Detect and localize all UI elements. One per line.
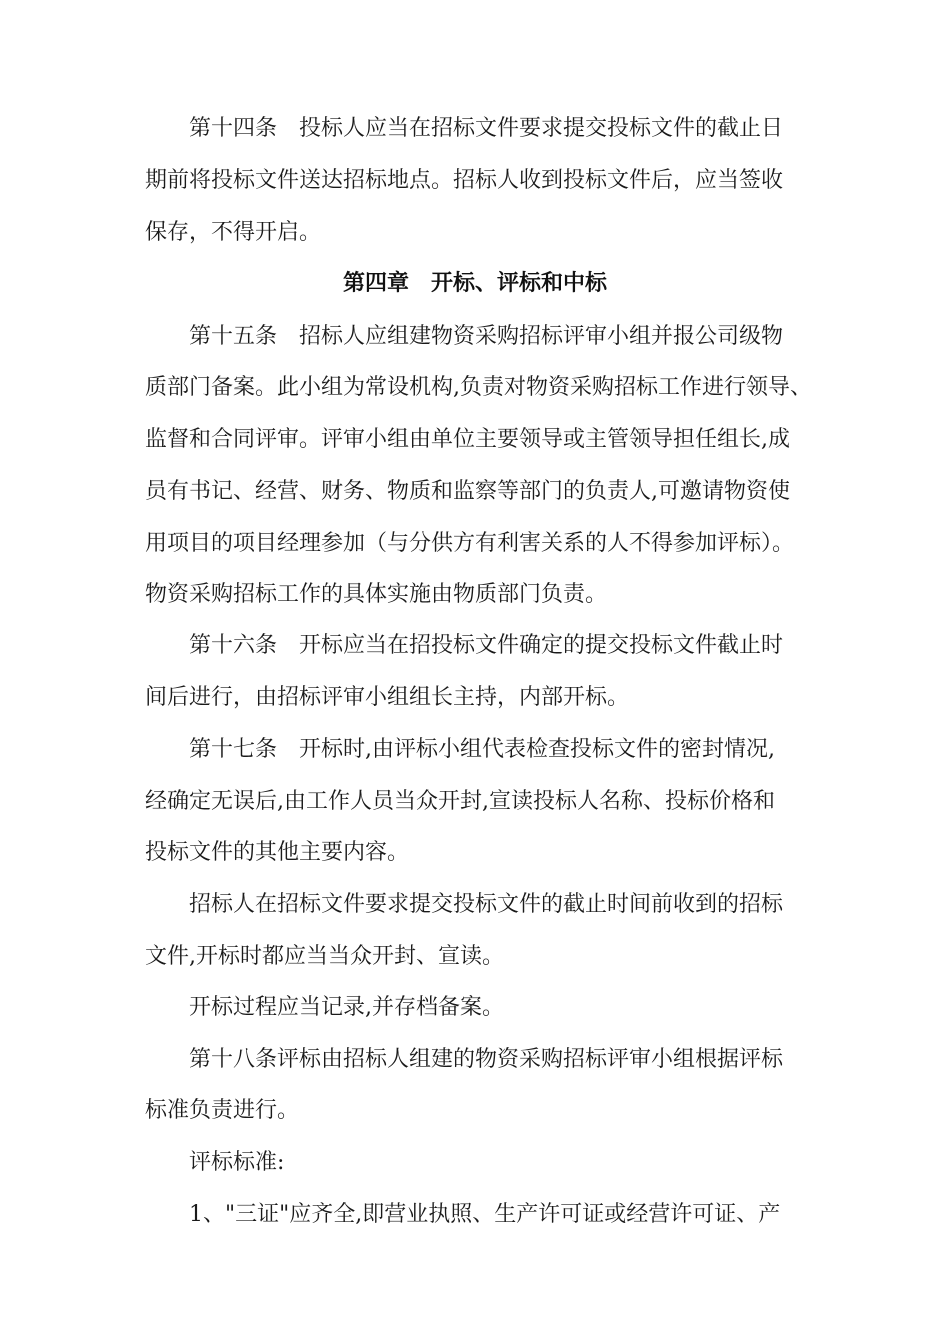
article-16-line-1: 第十六条 开标应当在招投标文件确定的提交投标文件截止时 [189, 633, 784, 658]
paragraph-record: 开标过程应当记录,并存档备案。 [189, 995, 504, 1020]
article-15-line-4: 员有书记、经营、财务、物质和监察等部门的负责人,可邀请物资使 [145, 479, 790, 504]
article-16-line-2: 间后进行，由招标评审小组组长主持，内部开标。 [145, 685, 630, 710]
article-15-line-1: 第十五条 招标人应组建物资采购招标评审小组并报公司级物 [189, 324, 784, 349]
article-14-line-2: 期前将投标文件送达招标地点。招标人收到投标文件后，应当签收 [145, 168, 784, 193]
article-15-line-5: 用项目的项目经理参加（与分供方有利害关系的人不得参加评标）。 [145, 531, 795, 556]
article-18-line-2: 标准负责进行。 [145, 1098, 300, 1123]
paragraph-bid-receipt-line-2: 文件,开标时都应当当众开封、宣读。 [145, 944, 504, 969]
evaluation-standards-label: 评标标准: [189, 1150, 285, 1175]
article-15-line-6: 物资采购招标工作的具体实施由物质部门负责。 [145, 582, 608, 607]
standard-item-1: 1、"三证"应齐全,即营业执照、生产许可证或经营许可证、产 [189, 1202, 781, 1227]
article-14-line-1: 第十四条 投标人应当在招标文件要求提交投标文件的截止日 [189, 116, 784, 141]
article-14-line-3: 保存，不得开启。 [145, 220, 322, 245]
article-17-line-2: 经确定无误后,由工作人员当众开封,宣读投标人名称、投标价格和 [145, 789, 775, 814]
article-17-line-1: 第十七条 开标时,由评标小组代表检查投标文件的密封情况, [189, 737, 775, 762]
chapter-4-heading: 第四章 开标、评标和中标 [342, 271, 607, 296]
article-17-line-3: 投标文件的其他主要内容。 [145, 840, 410, 865]
paragraph-bid-receipt-line-1: 招标人在招标文件要求提交投标文件的截止时间前收到的招标 [189, 892, 784, 917]
article-18-line-1: 第十八条评标由招标人组建的物资采购招标评审小组根据评标 [189, 1047, 784, 1072]
article-15-line-2: 质部门备案。此小组为常设机构,负责对物资采购招标工作进行领导、 [145, 375, 812, 400]
article-15-line-3: 监督和合同评审。评审小组由单位主要领导或主管领导担任组长,成 [145, 427, 790, 452]
